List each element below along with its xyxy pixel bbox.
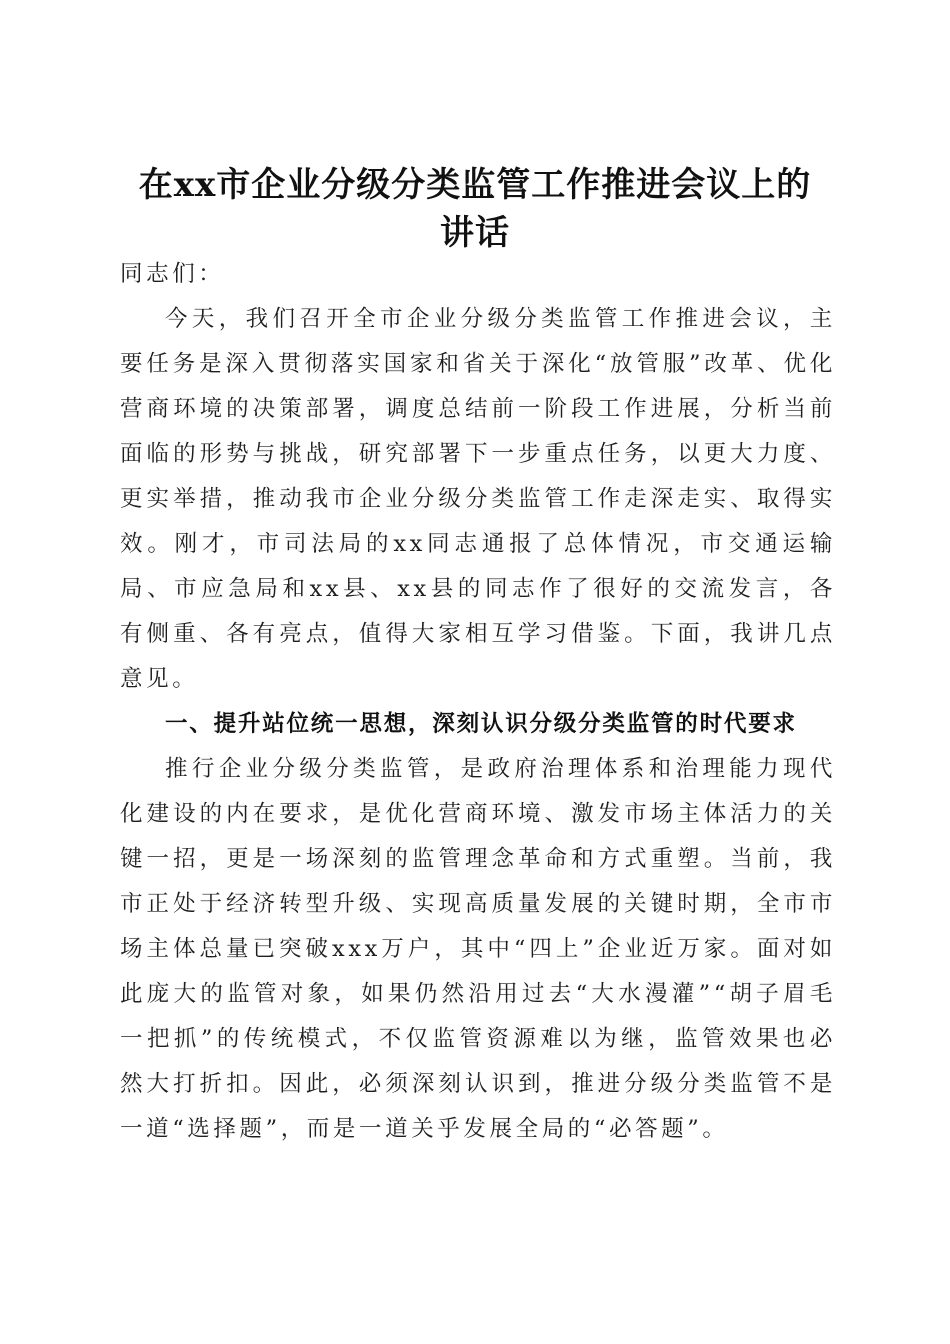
salutation: 同志们： (120, 261, 225, 287)
title-line-2: 讲话 (440, 212, 510, 253)
intro-paragraph: 今天，我们召开全市企业分级分类监管工作推进会议，主要任务是深入贯彻落实国家和省关于深化“放管服”改革、优化营商环境的决策部署，调度总结前一阶段工作进展，分析当前面临的形势与挑战，研究部署下一步重点任务，以更大力度、更实举措，推动我市企业分级分类监管工作走深走实、取得实效。刚才，市司法局的xx同志通报了总体情况，市交通运输局、市应急局和xx县、xx县的同志作了很好的交流发言，各有侧重、各有亮点，值得大家相互学习借鉴。下面，我讲几点意见。 (120, 306, 836, 692)
section-paragraph: 推行企业分级分类监管，是政府治理体系和治理能力现代化建设的内在要求，是优化营商环境、激发市场主体活力的关键一招，更是一场深刻的监管理念革命和方式重塑。当前，我市正处于经济转型升级、实现高质量发展的关键时期，全市市场主体总量已突破xxx万户，其中“四上”企业近万家。面对如此庞大的监管对象，如果仍然沿用过去“大水漫灌”“胡子眉毛一把抓”的传统模式，不仅监管资源难以为继，监管效果也必然大打折扣。因此，必须深刻认识到，推进分级分类监管不是一道“选择题”，而是一道关乎发展全局的“必答题”。 (120, 756, 836, 1142)
section-heading: 一、提升站位统一思想，深刻认识分级分类监管的时代要求 (165, 711, 797, 737)
document-body (120, 252, 836, 1152)
document-title (100, 161, 850, 257)
title-line-1: 在xx市企业分级分类监管工作推进会议上的 (138, 164, 812, 205)
